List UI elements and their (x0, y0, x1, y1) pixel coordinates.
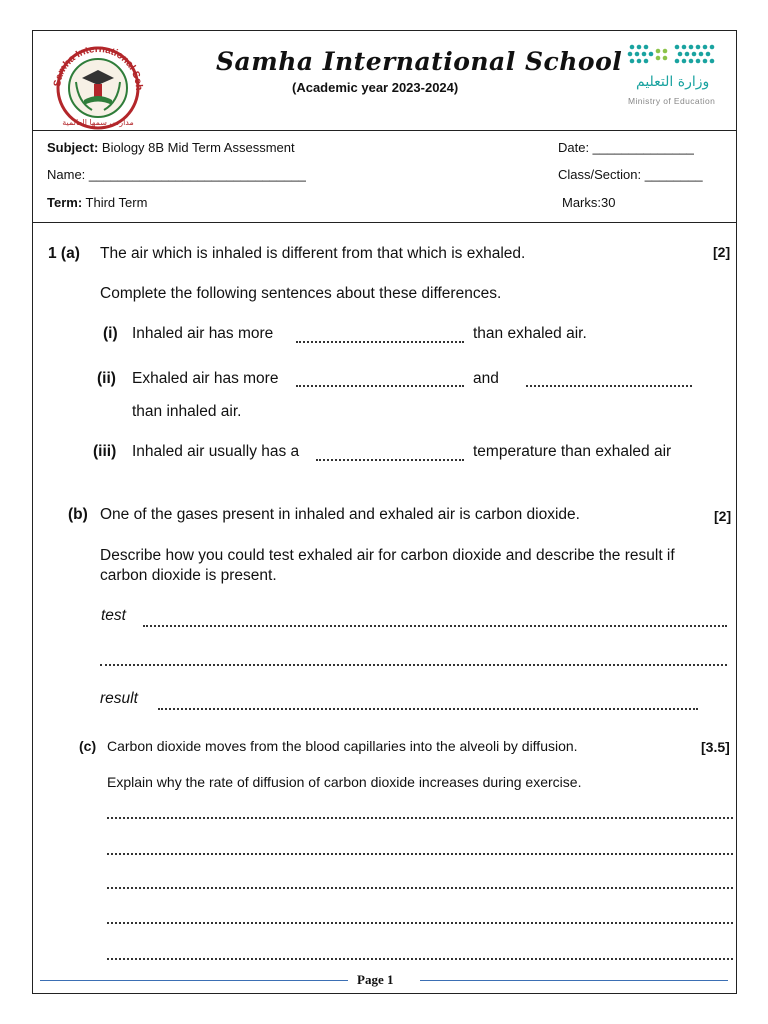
date-field: Date: ______________ (558, 140, 694, 155)
q1c-number: (c) (79, 738, 97, 754)
q1b-answer-line-2[interactable] (100, 664, 727, 666)
subject-label: Subject: (47, 140, 99, 155)
page-number: Page 1 (357, 972, 394, 987)
ministry-dots-icon (622, 42, 722, 72)
q1a-text: The air which is inhaled is different from that which is exhaled. (100, 245, 526, 262)
q1c-marks: [3.5] (701, 739, 730, 755)
school-title: Samha International School (216, 47, 623, 76)
subject-value: Biology 8B Mid Term Assessment (101, 140, 295, 155)
q1a-i-after: than exhaled air. (473, 325, 587, 342)
logo-arabic-text: مدارس سمها العالمية (62, 118, 134, 127)
q1a-ii-and: and (473, 370, 499, 387)
q1a-iii-text: Inhaled air usually has a (132, 443, 300, 460)
name-field: Name: ______________________________ (47, 167, 306, 182)
school-logo (48, 38, 148, 130)
term-line (47, 195, 147, 210)
q1c-answer-line-1[interactable] (107, 817, 733, 819)
q1a-ii-answer-line-1[interactable] (296, 385, 464, 387)
q1c-instruction: Explain why the rate of diffusion of carbon dioxide increases during exercise. (107, 774, 582, 790)
q1a-marks: [2] (713, 244, 731, 260)
q1a-ii-text: Exhaled air has more (132, 370, 279, 387)
q1a-number: 1 (a) (48, 245, 80, 262)
q1a-i-text: Inhaled air has more (132, 325, 274, 342)
q1b-test-label: test (101, 607, 126, 624)
q1b-test-answer-line[interactable] (143, 625, 727, 627)
q1a-i-number: (i) (103, 325, 118, 342)
q1a-ii-after: than inhaled air. (132, 403, 242, 420)
q1a-iii-after: temperature than exhaled air (473, 443, 672, 460)
q1b-result-label: result (100, 690, 138, 707)
q1a-iii-answer-line[interactable] (316, 459, 464, 461)
term-value: Third Term (85, 195, 148, 210)
q1c-answer-line-4[interactable] (107, 922, 733, 924)
marks-total: Marks:30 (562, 195, 616, 210)
q1c-answer-line-5[interactable] (107, 958, 733, 960)
q1b-number: (b) (68, 506, 88, 523)
q1a-ii-number: (ii) (97, 370, 116, 387)
header-divider (33, 130, 736, 131)
ministry-logo (622, 42, 722, 108)
q1c-text: Carbon dioxide moves from the blood capillaries into the alveoli by diffusion. (107, 738, 578, 754)
info-divider (33, 222, 736, 223)
q1b-text: One of the gases present in inhaled and exhaled air is carbon dioxide. (100, 506, 580, 523)
q1a-instruction: Complete the following sentences about these differences. (100, 285, 502, 302)
svg-text:Samha International School: Samha International Sch (52, 43, 145, 91)
subject-line (47, 140, 295, 155)
q1a-i-answer-line[interactable] (296, 341, 464, 343)
q1b-instruction-2: carbon dioxide is present. (100, 567, 277, 584)
q1c-answer-line-3[interactable] (107, 887, 733, 889)
ministry-arabic: وزارة التعليم (636, 74, 710, 90)
term-label: Term: (47, 195, 83, 210)
q1c-answer-line-2[interactable] (107, 853, 733, 855)
footer-line-right (420, 980, 728, 981)
q1b-result-answer-line[interactable] (158, 708, 698, 710)
q1a-ii-answer-line-2[interactable] (526, 385, 692, 387)
q1b-marks: [2] (714, 508, 732, 524)
ministry-english: Ministry of Education (628, 96, 716, 106)
class-section-field: Class/Section: ________ (558, 167, 703, 182)
academic-year: (Academic year 2023-2024) (292, 80, 459, 95)
q1b-instruction-1: Describe how you could test exhaled air for carbon dioxide and describe the result if (100, 547, 675, 564)
footer-line-left (40, 980, 348, 981)
q1a-iii-number: (iii) (93, 443, 117, 460)
